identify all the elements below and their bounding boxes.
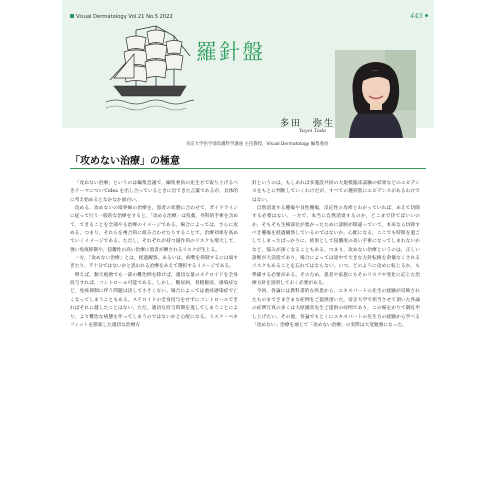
body-paragraph: 例えば，類天疱瘡でも一部の難治例を除けば，適切な量のステロイドを全身投与すれば，コントロール可能である。しかし，糖尿病，骨粗鬆症，感染症など，免疫抑制に伴う問題は決して小さくない。場合によっては重症感染症で亡くなってしまうこともある。ステロイドの全身投与をせずにコントロールできればそれに越したことはない。ただ，適切な投与時期を逃してしまうことにより，より難治な病態を作ってしまうのではないかと心配になる。リスク・ベネフィットを勘案した適切な治療方: [70, 272, 238, 328]
author-name-roman: Yayoi Tada: [299, 128, 327, 134]
title-divider: [70, 168, 426, 169]
page-number: [410, 12, 428, 20]
body-paragraph: 一方，「攻めない治療」とは，経過観察，あるいは，病勢を抑制するには弱すぎたり，不十分ではないかと思われる治療をあえて選択するイメージである。: [70, 256, 238, 270]
column-title: 羅針盤: [196, 40, 265, 64]
sailing-ship-icon: [106, 22, 194, 114]
body-column-right: [252, 180, 420, 330]
journal-info: [70, 14, 173, 20]
body-paragraph: 針というのは，もしあれば多施設共同の大規模臨床試験の結果などのエビデンスをもとに判断していくわけだが，すべての選択肢にエビデンスがあるわけではない。: [252, 181, 420, 203]
author-affiliation: 帝京大学医学部皮膚科学講座 主任教授，Visual Dermatology 編集委員: [186, 142, 329, 147]
author-name: 多田 弥生: [280, 119, 336, 129]
body-paragraph: 自然消退する腫瘍や良性腫瘍，反応性の皮疹とわかっていれば，あえて切除する必要はない。一方で，本当に自然消退するのか，どこまで待てばいいのか，そもそも生検部位が悪かったために診断が間違っていて，本来なら切除すべき腫瘍を経過観察しているのではないか，心配になる。ここでも時間を過ごしてしまったばっかりに，結果として侵襲度の高い手術になってしまわないかなど，悩みが深くなることもある。つまり，攻めない治療というのは，正しい診断が大前提であり，場合によっては途中で大きな方針転換を余儀なくされるリスクもあることを忘れてはならない。いつ，どのように攻めに転じるか，も準備する必要がある。そのため，患者や家族にもそのリスクや変化に応じた治療方針を説明しておく必要がある。: [252, 206, 420, 287]
body-paragraph: 攻める，攻めないの境界線の治療を，患者の状態に合わせて，ガイドラインに従って行う一般的な治療をすると，「攻める治療」は投薬，外科的手術を含めて，できることを全部やる治療のイメージである。場合によっては，さらに攻める，つまり，それらを複合的に組み合わせたりすることで，治療効果を高めていくイメージである。ただし，それぞれが持つ副作用のリスクも増大して，強い免疫抑制や，侵襲性の高い治療に患者が晒されるリスクが生じる。: [70, 206, 238, 253]
green-square-icon: [70, 14, 74, 18]
body-paragraph: 今回，各論には教科書的な疾患から，エキスパートの先生の経験が反映されたものまでさまざまな症例をご提供頂いた。帝京大学で担当させて頂いた各論の症例写真の多くは大原國章先生ご提供の症例であり，この場をかりて御礼申し上げたい。その他，各論でもとくにエキスパートの先生方の経験から学べる「攻めない」治療を通じて「攻めない治療」の実際は大変勉強になった。: [252, 289, 420, 328]
green-dot-icon: [425, 14, 429, 18]
article-title: 「攻めない治療」の極意: [70, 156, 180, 167]
page: [62, 0, 434, 500]
body-paragraph: 「攻めない治療」というのは編集会議で，編集委員の先生方で取り上げるべきテーマについてidea を出し合っているときに出てきた言葉であるが，具体的に考え始めるとなかなか面白い。: [70, 181, 238, 203]
page-number-label: 443: [410, 12, 423, 20]
author-photo: [335, 50, 416, 138]
body-column-left: [70, 180, 238, 330]
journal-label: Visual Dermatology Vol.21 No.5 2022: [76, 14, 173, 20]
